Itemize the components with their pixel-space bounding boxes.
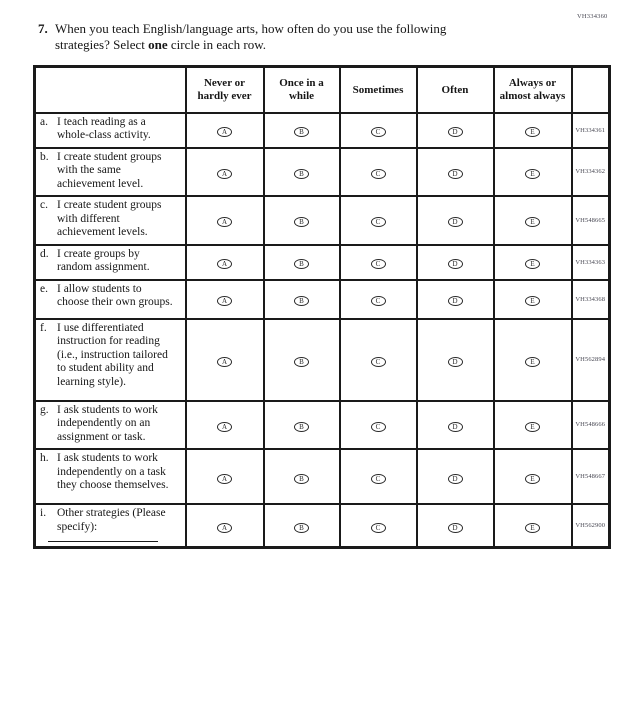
column-header-once-in-a-while: Once in a while	[264, 67, 340, 113]
option-cell-sometimes	[340, 148, 417, 197]
answer-bubble-once-in-a-while[interactable]: B	[294, 474, 309, 484]
option-cell-sometimes	[340, 196, 417, 245]
option-cell-often	[417, 113, 494, 148]
row-code: VH334361	[572, 113, 610, 148]
table-row	[35, 280, 610, 319]
row-label: I ask students to work independently on a task they choose themselves.	[57, 452, 169, 491]
row-label: I create student groups with different achievement levels.	[57, 199, 162, 238]
table-row	[35, 319, 610, 401]
option-cell-once-in-a-while	[264, 319, 340, 401]
answer-bubble-always-or-almost-always[interactable]: E	[525, 357, 540, 367]
answer-bubble-often[interactable]: D	[448, 296, 463, 306]
answer-bubble-once-in-a-while[interactable]: B	[294, 259, 309, 269]
row-code: VH548667	[572, 449, 610, 504]
answer-bubble-never-or-hardly-ever[interactable]: A	[217, 259, 232, 269]
header-row	[35, 67, 610, 113]
option-cell-often	[417, 449, 494, 504]
option-cell-never-or-hardly-ever	[186, 504, 264, 548]
answer-bubble-sometimes[interactable]: C	[371, 523, 386, 533]
row-label: I create groups by random assignment.	[57, 247, 150, 273]
answer-bubble-never-or-hardly-ever[interactable]: A	[217, 217, 232, 227]
row-label-cell	[35, 245, 186, 280]
answer-bubble-never-or-hardly-ever[interactable]: A	[217, 474, 232, 484]
row-letter: i.	[40, 507, 47, 519]
row-label: I ask students to work independently on an assignment or task.	[57, 403, 158, 443]
option-cell-never-or-hardly-ever	[186, 245, 264, 280]
answer-bubble-once-in-a-while[interactable]: B	[294, 169, 309, 179]
answer-bubble-always-or-almost-always[interactable]: E	[525, 169, 540, 179]
answer-bubble-often[interactable]: D	[448, 523, 463, 533]
option-cell-once-in-a-while	[264, 504, 340, 548]
answer-bubble-always-or-almost-always[interactable]: E	[525, 474, 540, 484]
row-code: VH334363	[572, 245, 610, 280]
table-row	[35, 113, 610, 148]
row-label-cell	[35, 449, 186, 504]
option-cell-sometimes	[340, 113, 417, 148]
answer-bubble-always-or-almost-always[interactable]: E	[525, 523, 540, 533]
option-cell-always-or-almost-always	[494, 401, 572, 450]
row-label-cell	[35, 196, 186, 245]
table-row	[35, 504, 610, 548]
answer-bubble-often[interactable]: D	[448, 217, 463, 227]
column-header-always-or-almost-always: Always or almost always	[494, 67, 572, 113]
option-cell-sometimes	[340, 401, 417, 450]
option-cell-sometimes	[340, 319, 417, 401]
table-row	[35, 148, 610, 197]
option-cell-often	[417, 280, 494, 319]
row-letter: g.	[40, 403, 49, 416]
column-header-sometimes: Sometimes	[340, 67, 417, 113]
answer-bubble-never-or-hardly-ever[interactable]: A	[217, 296, 232, 306]
answer-bubble-often[interactable]: D	[448, 127, 463, 137]
question-text	[55, 21, 446, 52]
row-label: I create student groups with the same achievement level.	[57, 150, 162, 190]
question-line2-after: circle in each row.	[167, 36, 267, 52]
option-cell-always-or-almost-always	[494, 280, 572, 319]
answer-bubble-often[interactable]: D	[448, 169, 463, 179]
row-label: I teach reading as a whole-class activity.	[57, 115, 151, 141]
corner-cell	[35, 67, 186, 113]
answer-bubble-always-or-almost-always[interactable]: E	[525, 127, 540, 137]
row-letter: d.	[40, 247, 49, 260]
option-cell-sometimes	[340, 245, 417, 280]
row-letter: e.	[40, 282, 48, 295]
answer-bubble-once-in-a-while[interactable]: B	[294, 296, 309, 306]
row-code: VH334362	[572, 148, 610, 197]
answer-bubble-never-or-hardly-ever[interactable]: A	[217, 523, 232, 533]
row-code: VH548666	[572, 401, 610, 450]
row-code: VH548665	[572, 196, 610, 245]
answer-bubble-never-or-hardly-ever[interactable]: A	[217, 357, 232, 367]
option-cell-often	[417, 504, 494, 548]
option-cell-always-or-almost-always	[494, 113, 572, 148]
table-row	[35, 401, 610, 450]
answer-bubble-sometimes[interactable]: C	[371, 296, 386, 306]
option-cell-once-in-a-while	[264, 280, 340, 319]
specify-blank-line[interactable]	[48, 541, 158, 542]
answer-bubble-sometimes[interactable]: C	[371, 422, 386, 432]
answer-bubble-once-in-a-while[interactable]: B	[294, 217, 309, 227]
answer-bubble-often[interactable]: D	[448, 422, 463, 432]
answer-bubble-always-or-almost-always[interactable]: E	[525, 422, 540, 432]
option-cell-always-or-almost-always	[494, 504, 572, 548]
table-row	[35, 449, 610, 504]
answer-bubble-once-in-a-while[interactable]: B	[294, 523, 309, 533]
option-cell-once-in-a-while	[264, 449, 340, 504]
answer-bubble-always-or-almost-always[interactable]: E	[525, 217, 540, 227]
option-cell-always-or-almost-always	[494, 196, 572, 245]
row-label: I allow students to choose their own groups.	[57, 282, 173, 308]
answer-bubble-sometimes[interactable]: C	[371, 217, 386, 227]
answer-bubble-always-or-almost-always[interactable]: E	[525, 296, 540, 306]
question-block	[38, 21, 518, 52]
answer-bubble-never-or-hardly-ever[interactable]: A	[217, 169, 232, 179]
option-cell-always-or-almost-always	[494, 449, 572, 504]
answer-bubble-never-or-hardly-ever[interactable]: A	[217, 422, 232, 432]
row-code: VH562900	[572, 504, 610, 548]
question-number: 7.	[38, 21, 48, 36]
row-label-cell	[35, 148, 186, 197]
answer-bubble-sometimes[interactable]: C	[371, 357, 386, 367]
answer-bubble-sometimes[interactable]: C	[371, 474, 386, 484]
answer-bubble-often[interactable]: D	[448, 259, 463, 269]
option-cell-never-or-hardly-ever	[186, 449, 264, 504]
answer-bubble-often[interactable]: D	[448, 357, 463, 367]
option-cell-never-or-hardly-ever	[186, 113, 264, 148]
option-cell-never-or-hardly-ever	[186, 196, 264, 245]
option-cell-once-in-a-while	[264, 196, 340, 245]
strategies-frequency-table	[33, 65, 611, 549]
table-row	[35, 196, 610, 245]
row-letter: h.	[40, 452, 49, 464]
answer-bubble-never-or-hardly-ever[interactable]: A	[217, 127, 232, 137]
row-label-cell	[35, 280, 186, 319]
answer-bubble-once-in-a-while[interactable]: B	[294, 357, 309, 367]
row-letter: a.	[40, 115, 48, 128]
answer-bubble-once-in-a-while[interactable]: B	[294, 422, 309, 432]
option-cell-often	[417, 148, 494, 197]
option-cell-always-or-almost-always	[494, 148, 572, 197]
question-line1: When you teach English/language arts, how often do you use the following	[55, 21, 447, 36]
option-cell-never-or-hardly-ever	[186, 148, 264, 197]
option-cell-once-in-a-while	[264, 245, 340, 280]
answer-bubble-sometimes[interactable]: C	[371, 127, 386, 137]
row-code: VH562894	[572, 319, 610, 401]
answer-bubble-always-or-almost-always[interactable]: E	[525, 259, 540, 269]
column-header-often: Often	[417, 67, 494, 113]
row-letter: c.	[40, 199, 48, 211]
option-cell-once-in-a-while	[264, 113, 340, 148]
option-cell-never-or-hardly-ever	[186, 401, 264, 450]
answer-bubble-often[interactable]: D	[448, 474, 463, 484]
option-cell-never-or-hardly-ever	[186, 280, 264, 319]
column-header-never-or-hardly-ever: Never or hardly ever	[186, 67, 264, 113]
row-letter: f.	[40, 321, 47, 334]
answer-bubble-sometimes[interactable]: C	[371, 169, 386, 179]
option-cell-sometimes	[340, 449, 417, 504]
table-row	[35, 245, 610, 280]
answer-bubble-sometimes[interactable]: C	[371, 259, 386, 269]
option-cell-often	[417, 319, 494, 401]
row-label-cell	[35, 401, 186, 450]
row-label-cell	[35, 319, 186, 401]
option-cell-once-in-a-while	[264, 401, 340, 450]
question-line2-before: strategies? Select	[55, 36, 149, 52]
answer-bubble-once-in-a-while[interactable]: B	[294, 127, 309, 137]
option-cell-never-or-hardly-ever	[186, 319, 264, 401]
option-cell-always-or-almost-always	[494, 319, 572, 401]
row-label-cell	[35, 113, 186, 148]
option-cell-sometimes	[340, 280, 417, 319]
option-cell-often	[417, 196, 494, 245]
question-bold-word: one	[148, 36, 168, 52]
option-cell-often	[417, 245, 494, 280]
option-cell-always-or-almost-always	[494, 245, 572, 280]
row-label: Other strategies (Please specify):	[57, 507, 166, 533]
row-label: I use differentiated instruction for reading (i.e., instruction tailored to student ability and learning style).	[57, 321, 168, 388]
option-cell-often	[417, 401, 494, 450]
row-letter: b.	[40, 150, 49, 163]
row-label-cell	[35, 504, 186, 548]
row-code: VH334368	[572, 280, 610, 319]
option-cell-sometimes	[340, 504, 417, 548]
option-cell-once-in-a-while	[264, 148, 340, 197]
form-code: VH334360	[577, 13, 608, 20]
code-column-header	[572, 67, 610, 113]
